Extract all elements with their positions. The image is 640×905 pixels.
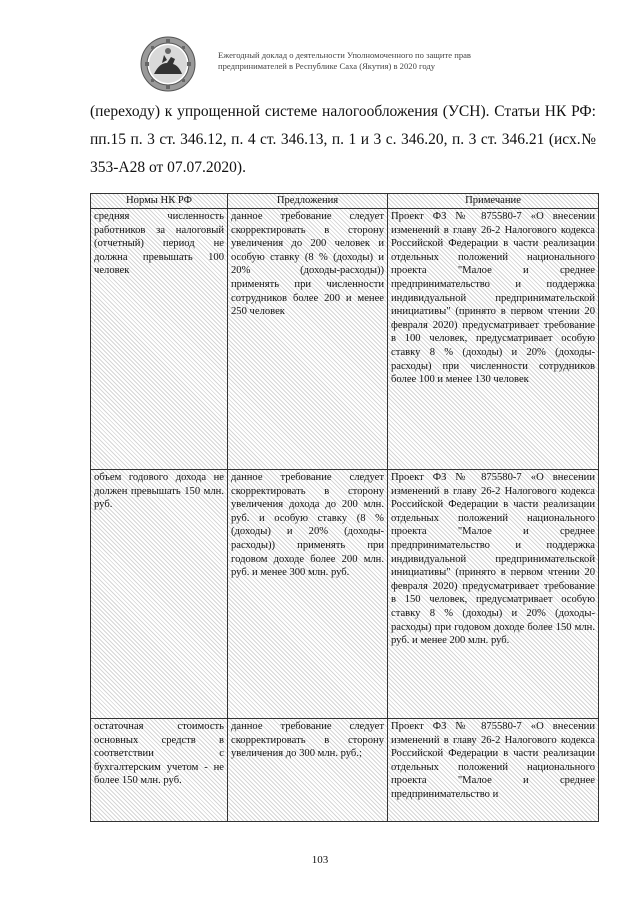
column-header-notes: Примечание	[388, 194, 599, 209]
header-line-2: предпринимателей в Республике Саха (Якутия) в 2020 году	[218, 61, 436, 71]
norm-cell: средняя численность работников за налоговый (отчетный) период не должна превышать 100 человек	[91, 209, 228, 470]
table-header-row	[91, 194, 599, 209]
table-row	[91, 470, 599, 719]
note-cell: Проект ФЗ № 875580-7 «О внесении изменений в главу 26-2 Налогового кодекса Российской Федерации в части реализации отдельных положений национального проекта "Малое и среднее предпринимательство и	[388, 719, 599, 822]
norm-cell: остаточная стоимость основных средств в соответствии с бухгалтерским учетом - не более 150 млн. руб.	[91, 719, 228, 822]
header-line-1: Ежегодный доклад о деятельности Уполномоченного по защите прав	[218, 50, 471, 60]
note-cell: Проект ФЗ № 875580-7 «О внесении изменений в главу 26-2 Налогового кодекса Российской Федерации в части реализации отдельных положений национального проекта "Малое и среднее предпринимательство и поддержка индивидуальной предпринимательской инициативы" (принято в первом чтении 20 февраля 2020) предусматривает требование в 150 человек, предусматривает особую ставку 8 % (доходы) и 20% (доходы-расходы) при годовом доходе более 150 млн. руб. и менее 200 млн. руб.	[388, 470, 599, 719]
page-number: 103	[311, 854, 329, 866]
proposal-cell: данное требование следует скорректировать в сторону увеличения дохода до 200 млн. руб. и особую ставку (8 % (доходы) и 20% (доходы-расходы)) применять при годовом доходе более 200 млн. руб. и менее 300 млн. руб.	[228, 470, 388, 719]
note-cell: Проект ФЗ № 875580-7 «О внесении изменений в главу 26-2 Налогового кодекса Российской Федерации в части реализации отдельных положений национального проекта "Малое и среднее предпринимательство и поддержка индивидуальной предпринимательской инициативы" (принято в первом чтении 20 февраля 2020) предусматривает требование в 100 человек, предусматривает особую ставку 8 % (доходы) и 20% (доходы-расходы) при численности сотрудников более 100 и менее 130 человек	[388, 209, 599, 470]
norm-cell: объем годового дохода не должен превышать 150 млн. руб.	[91, 470, 228, 719]
header-text	[218, 50, 598, 72]
sakha-republic-emblem-icon	[140, 36, 196, 92]
column-header-proposals: Предложения	[228, 194, 388, 209]
tax-norms-table	[90, 193, 599, 822]
table-row	[91, 719, 599, 822]
page-header	[140, 36, 600, 92]
proposal-cell: данное требование следует скорректировать в сторону увеличения до 200 человек и особую ставку (8 % (доходы) и 20% (доходы-расходы)) применять при численности сотрудников более 200 и менее 250 человек	[228, 209, 388, 470]
column-header-norms: Нормы НК РФ	[91, 194, 228, 209]
table-row	[91, 209, 599, 470]
intro-paragraph: (переходу) к упрощенной системе налогообложения (УСН). Статьи НК РФ: пп.15 п. 3 ст. 346.12, п. 4 ст. 346.13, п. 1 и 3 с. 346.20, п. 3 ст. 346.21 (исх.№ 353-А28 от 07.07.2020).	[90, 103, 596, 176]
proposal-cell: данное требование следует скорректировать в сторону увеличения до 300 млн. руб.;	[228, 719, 388, 822]
